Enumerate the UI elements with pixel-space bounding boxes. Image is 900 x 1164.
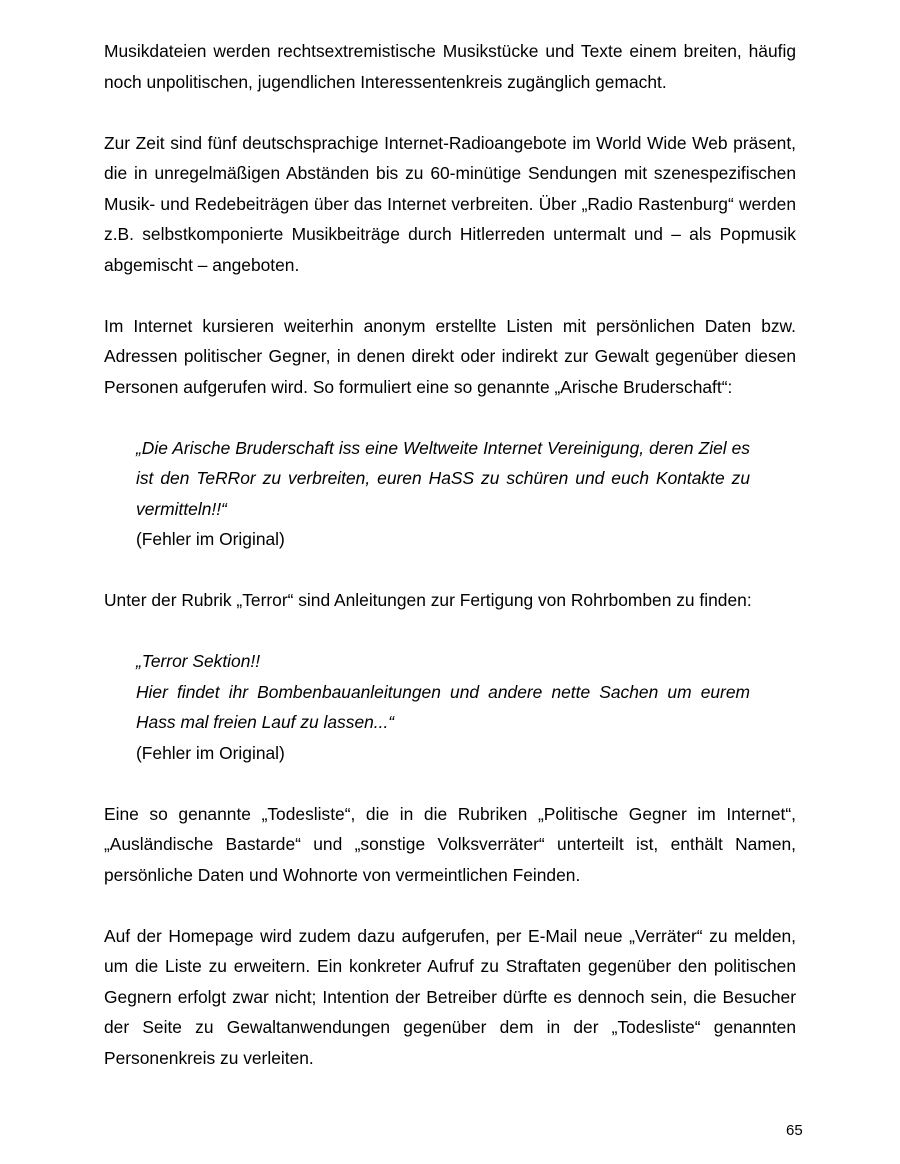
quote-note: (Fehler im Original) [136, 742, 285, 763]
quote-note: (Fehler im Original) [136, 529, 285, 549]
paragraph-anonymous-lists: Im Internet kursieren weiterhin anonym erstellte Listen mit persönlichen Daten bzw. Adressen politischer Gegner, in denen direkt oder indirekt zur Gewalt gegenüber diesen Personen aufgerufen wird. So formuliert eine so genannte „Arische Bruderschaft“: [104, 315, 796, 397]
quote-text: „Die Arische Bruderschaft iss eine Weltweite Internet Vereinigung, deren Ziel es ist den TeRRor zu verbreiten, euren HaSS zu schüren und euch Kontakte zu vermitteln!!“ [136, 437, 750, 519]
paragraph-terror-rubric: Unter der Rubrik „Terror“ sind Anleitungen zur Fertigung von Rohrbomben zu finden: [104, 590, 752, 610]
paragraph-todesliste: Eine so genannte „Todesliste“, die in die Rubriken „Politische Gegner im Internet“, „Ausländische Bastarde“ und „sonstige Volksverräter“ unterteilt ist, enthält Namen, persönliche Daten und Wohnorte von vermeintlichen Feinden. [104, 803, 796, 885]
quote-arische-bruderschaft [136, 433, 750, 555]
quote-terror-sektion [136, 646, 750, 768]
document-page [104, 36, 796, 1104]
paragraph-internet-radio: Zur Zeit sind fünf deutschsprachige Internet-Radioangebote im World Wide Web präsent, die in unregelmäßigen Abständen bis zu 60-minütige Sendungen mit szenespezifischen Musik- und Redebeiträgen über das Internet verbreiten. Über „Radio Rastenburg“ werden z.B. selbstkomponierte Musikbeiträge durch Hitlerreden untermalt und – als Popmusik abgemischt – angeboten. [104, 132, 796, 275]
page-number: 65 [786, 1122, 803, 1139]
quote-text-heading: „Terror Sektion!! [136, 651, 261, 671]
quote-text: Hier findet ihr Bombenbauanleitungen und andere nette Sachen um eurem Hass mal freien Lauf zu lassen...“ [136, 681, 750, 732]
paragraph-music-files: Musikdateien werden rechtsextremistische Musikstücke und Texte einem breiten, häufig noch unpolitischen, jugendlichen Interessentenkreis zugänglich gemacht. [104, 41, 796, 92]
paragraph-homepage-call: Auf der Homepage wird zudem dazu aufgerufen, per E-Mail neue „Verräter“ zu melden, um die Liste zu erweitern. Ein konkreter Aufruf zu Straftaten gegenüber den politischen Gegnern erfolgt zwar nicht; Intention der Betreiber dürfte es dennoch sein, die Besucher der Seite zu Gewaltanwendungen gegenüber dem in der „Todesliste“ genannten Personenkreis zu verleiten. [104, 925, 796, 1068]
